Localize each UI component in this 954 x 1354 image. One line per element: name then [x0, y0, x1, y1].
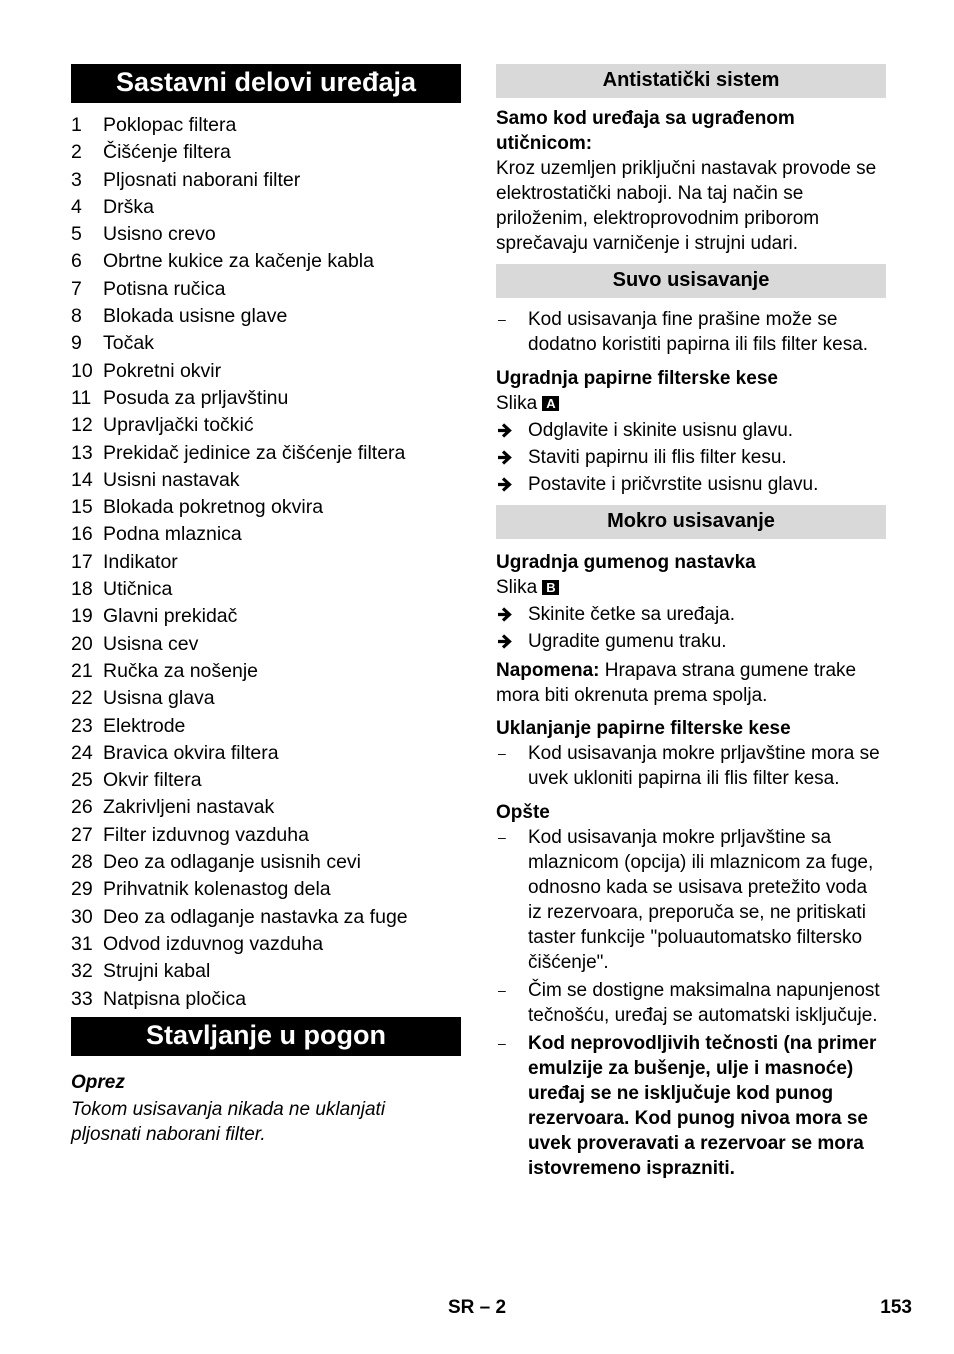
- list-item: [71, 767, 461, 794]
- item-number: 32: [71, 960, 93, 983]
- list-item: [71, 440, 461, 467]
- item-number: 12: [71, 414, 93, 437]
- item-label: Odvod izduvnog vazduha: [103, 932, 324, 955]
- figure-reference: Slika B: [496, 575, 886, 600]
- item-number: 29: [71, 878, 93, 901]
- page-number: 153: [880, 1297, 912, 1318]
- item-number: 10: [71, 359, 93, 382]
- list-item: – Kod usisavanja mokre prljavštine sa mlaznicom (opcija) ili mlaznicom za fuge, odnosno kada se usisava pretežito voda iz rezervoara, preporuča se, ne pritiskati taster funkcije "poluautomatsko filtersko čišćenje".: [498, 827, 874, 973]
- general-heading: Opšte: [496, 802, 550, 823]
- list-item: [71, 330, 461, 357]
- item-label: Strujni kabal: [103, 960, 211, 983]
- list-item: [71, 167, 461, 194]
- item-label: Deo za odlaganje usisnih cevi: [103, 851, 361, 874]
- arrow-right-icon: [496, 629, 514, 654]
- item-label: Pljosnati naborani filter: [103, 168, 301, 191]
- wet-vacuuming-heading: Mokro usisavanje: [496, 505, 886, 539]
- item-number: 1: [71, 114, 82, 136]
- arrow-right-icon: [496, 445, 514, 470]
- item-label: Deo za odlaganje nastavka za fuge: [103, 905, 408, 928]
- item-number: 6: [71, 250, 82, 273]
- caution-title: Oprez: [71, 1071, 125, 1093]
- item-label: Blokada usisne glave: [103, 305, 288, 328]
- list-item: [71, 631, 461, 658]
- right-column: [496, 64, 886, 1181]
- item-label: Čišćenje filtera: [103, 141, 231, 164]
- item-number: 7: [71, 277, 82, 300]
- list-item: [71, 658, 461, 685]
- list-item: [71, 849, 461, 876]
- item-number: 33: [71, 987, 93, 1010]
- item-label: Usisni nastavak: [103, 468, 240, 491]
- rubber-install-steps: [496, 602, 886, 654]
- item-label: Indikator: [103, 550, 178, 573]
- figure-a-badge: A: [542, 396, 559, 411]
- list-item: [71, 112, 461, 139]
- list-item: [71, 139, 461, 166]
- list-item: [71, 794, 461, 821]
- components-list: [71, 112, 461, 1013]
- item-label: Prekidač jedinice za čišćenje filtera: [103, 441, 406, 464]
- dash-marker: –: [498, 982, 506, 998]
- antistatic-subheading: Samo kod uređaja sa ugrađenom utičnicom:: [496, 108, 795, 154]
- item-number: 8: [71, 305, 82, 328]
- item-number: 2: [71, 141, 82, 164]
- list-item: [71, 740, 461, 767]
- arrow-right-icon: [496, 472, 514, 497]
- list-item: [71, 713, 461, 740]
- item-label: Podna mlaznica: [103, 523, 242, 546]
- list-item: [71, 358, 461, 385]
- item-label: Ručka za nošenje: [103, 659, 259, 682]
- item-number: 15: [71, 496, 93, 519]
- list-item: [71, 576, 461, 603]
- list-item: [71, 467, 461, 494]
- item-number: 5: [71, 223, 82, 246]
- list-item: – Kod usisavanja fine prašine može se dodatno koristiti papirna ili fils filter kesa.: [498, 309, 869, 355]
- item-number: 22: [71, 687, 93, 710]
- item-label: Filter izduvnog vazduha: [103, 823, 309, 846]
- step-item: Odglavite i skinite usisnu glavu.: [496, 418, 886, 443]
- list-item: [71, 521, 461, 548]
- list-item: [71, 194, 461, 221]
- list-item: [71, 276, 461, 303]
- list-item: [71, 385, 461, 412]
- dry-vacuuming-heading: Suvo usisavanje: [496, 264, 886, 298]
- item-label: Natpisna pločica: [103, 987, 247, 1010]
- item-label: Zakrivljeni nastavak: [103, 796, 275, 819]
- list-item: [71, 603, 461, 630]
- list-item: [71, 221, 461, 248]
- item-label: Prihvatnik kolenastog dela: [103, 878, 331, 901]
- note-text: Hrapava strana gumene trake mora biti okrenuta prema spolja.: [496, 660, 857, 706]
- list-item: [71, 412, 461, 439]
- item-number: 21: [71, 659, 93, 682]
- item-label: Usisna cev: [103, 632, 199, 655]
- item-label: Obrtne kukice za kačenje kabla: [103, 250, 374, 273]
- list-item: [71, 494, 461, 521]
- item-label: Utičnica: [103, 578, 173, 601]
- paper-install-steps: [496, 418, 886, 497]
- item-number: 30: [71, 905, 93, 928]
- paper-install-heading: Ugradnja papirne filterske kese: [496, 368, 778, 389]
- caution-text: Tokom usisavanja nikada ne uklanjati pljosnati naborani filter.: [71, 1098, 386, 1145]
- item-number: 3: [71, 168, 82, 191]
- item-label: Pokretni okvir: [103, 359, 222, 382]
- list-item: [71, 685, 461, 712]
- note-label: Napomena:: [496, 660, 600, 681]
- item-label: Usisno crevo: [103, 223, 216, 246]
- item-label: Bravica okvira filtera: [103, 741, 279, 764]
- item-number: 28: [71, 851, 93, 874]
- note-paragraph: [496, 658, 886, 708]
- item-label: Upravljački točkić: [103, 414, 254, 437]
- item-label: Usisna glava: [103, 687, 215, 710]
- antistatic-text: Kroz uzemljen priključni nastavak provode se elektrostatički naboji. Na taj način se priloženim, elektroprovodnim priborom sprečavaju varničenje i strujni udari.: [496, 158, 877, 254]
- item-label: Elektrode: [103, 714, 186, 737]
- item-number: 14: [71, 468, 93, 491]
- step-item: Ugradite gumenu traku.: [496, 629, 886, 654]
- figure-reference: Slika A: [496, 391, 886, 416]
- arrow-right-icon: [496, 602, 514, 627]
- paper-remove-heading: Uklanjanje papirne filterske kese: [496, 718, 791, 739]
- list-item: [71, 822, 461, 849]
- item-number: 17: [71, 550, 93, 573]
- item-number: 25: [71, 769, 93, 792]
- step-item: Skinite četke sa uređaja.: [496, 602, 886, 627]
- item-number: 24: [71, 741, 93, 764]
- list-item: – Kod neprovodljivih tečnosti (na primer emulzije za bušenje, ulje i masnoće) uređaj se ne isključuje kod punog rezervoara. Kod punog nivoa mora se uvek proveravati a rezervoar se mora istovremeno isprazniti.: [498, 1033, 877, 1179]
- item-label: Blokada pokretnog okvira: [103, 496, 324, 519]
- list-item: [71, 931, 461, 958]
- antistatic-heading: Antistatički sistem: [496, 64, 886, 98]
- item-number: 16: [71, 523, 93, 546]
- rubber-install-heading: Ugradnja gumenog nastavka: [496, 552, 756, 573]
- item-number: 20: [71, 632, 93, 655]
- list-item: [71, 549, 461, 576]
- left-column: [71, 64, 461, 1147]
- item-number: 4: [71, 195, 82, 218]
- step-item: Postavite i pričvrstite usisnu glavu.: [496, 472, 886, 497]
- item-label: Okvir filtera: [103, 769, 202, 792]
- item-label: Drška: [103, 195, 154, 218]
- list-item: [71, 248, 461, 275]
- item-label: Posuda za prljavštinu: [103, 386, 289, 409]
- item-number: 9: [71, 332, 82, 355]
- item-label: Poklopac filtera: [103, 114, 237, 136]
- item-label: Točak: [103, 332, 154, 355]
- dash-marker: –: [498, 1035, 506, 1051]
- list-item: [71, 986, 461, 1013]
- arrow-right-icon: [496, 418, 514, 443]
- item-number: 13: [71, 441, 93, 464]
- list-item: – Čim se dostigne maksimalna napunjenost tečnošću, uređaj se automatski isključuje.: [498, 980, 880, 1026]
- step-item: Staviti papirnu ili flis filter kesu.: [496, 445, 886, 470]
- item-number: 11: [71, 386, 92, 409]
- dash-marker: –: [498, 745, 506, 761]
- list-item: – Kod usisavanja mokre prljavštine mora se uvek ukloniti papirna ili flis filter kesa.: [498, 743, 880, 789]
- item-number: 23: [71, 714, 93, 737]
- list-item: [71, 904, 461, 931]
- dash-marker: –: [498, 311, 506, 327]
- list-item: [71, 958, 461, 985]
- list-item: [71, 876, 461, 903]
- components-heading: Sastavni delovi uređaja: [71, 64, 461, 103]
- section-label: SR – 2: [448, 1297, 507, 1318]
- item-label: Potisna ručica: [103, 277, 226, 300]
- figure-b-badge: B: [542, 580, 559, 595]
- item-number: 18: [71, 578, 93, 601]
- item-label: Glavni prekidač: [103, 605, 238, 628]
- general-list: [496, 825, 886, 1028]
- list-item: [71, 303, 461, 330]
- item-number: 27: [71, 823, 93, 846]
- item-number: 19: [71, 605, 93, 628]
- dash-marker: –: [498, 829, 506, 845]
- item-number: 26: [71, 796, 93, 819]
- page-footer: [0, 1297, 954, 1323]
- item-number: 31: [71, 932, 93, 955]
- startup-heading: Stavljanje u pogon: [71, 1017, 461, 1056]
